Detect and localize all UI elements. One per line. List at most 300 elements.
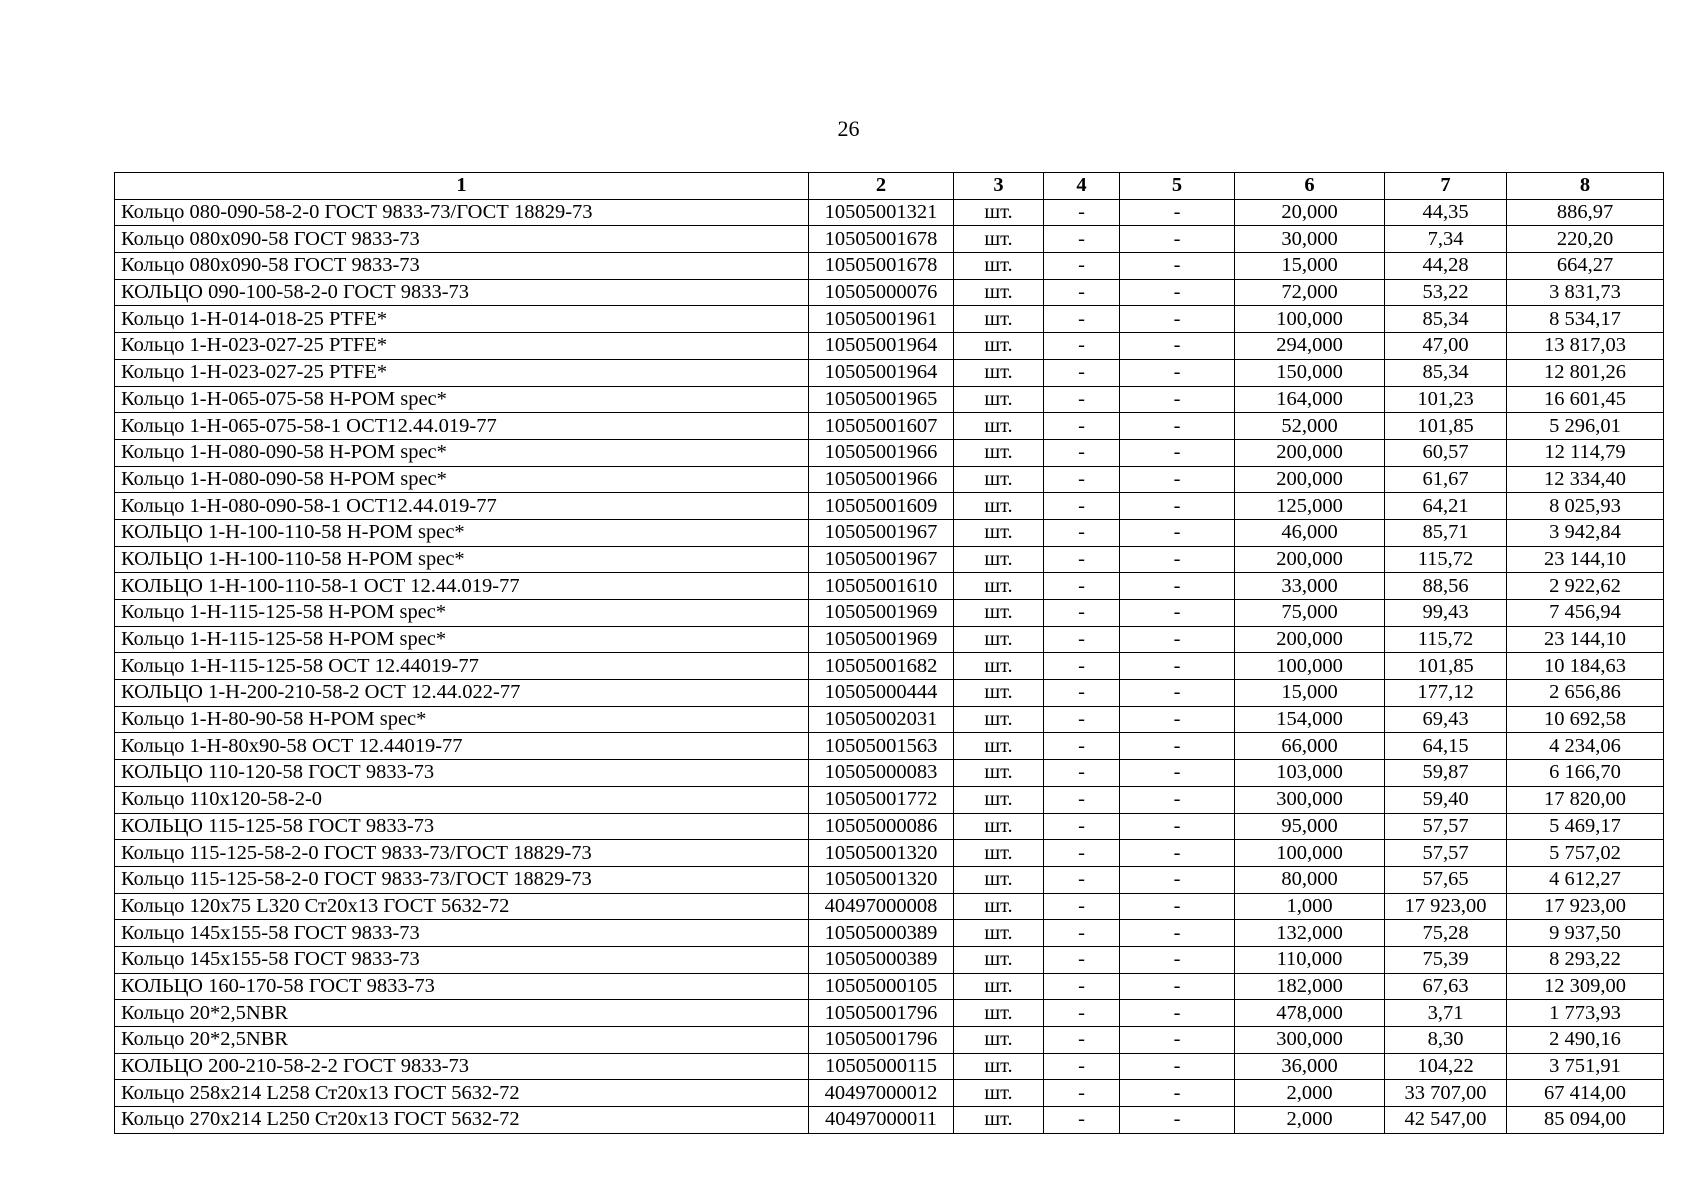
table-row bbox=[115, 1000, 1664, 1027]
column-4-cell: - bbox=[1044, 946, 1120, 973]
column-4-cell: - bbox=[1044, 279, 1120, 306]
amount-cell: 4 612,27 bbox=[1507, 866, 1664, 893]
column-4-cell: - bbox=[1044, 253, 1120, 280]
item-code-cell: 10505001678 bbox=[809, 253, 954, 280]
table-row bbox=[115, 866, 1664, 893]
amount-cell: 8 534,17 bbox=[1507, 306, 1664, 333]
column-5-cell: - bbox=[1120, 973, 1235, 1000]
unit-cell: шт. bbox=[954, 733, 1044, 760]
table-row bbox=[115, 199, 1664, 226]
quantity-cell: 33,000 bbox=[1235, 573, 1385, 600]
price-cell: 57,57 bbox=[1385, 840, 1507, 867]
column-4-cell: - bbox=[1044, 466, 1120, 493]
column-5-cell: - bbox=[1120, 279, 1235, 306]
column-5-cell: - bbox=[1120, 493, 1235, 520]
unit-cell: шт. bbox=[954, 306, 1044, 333]
unit-cell: шт. bbox=[954, 946, 1044, 973]
amount-cell: 8 293,22 bbox=[1507, 946, 1664, 973]
column-5-cell: - bbox=[1120, 1080, 1235, 1107]
item-name-cell: Кольцо 258x214 L258 Ст20x13 ГОСТ 5632-72 bbox=[115, 1080, 809, 1107]
column-5-cell: - bbox=[1120, 1000, 1235, 1027]
item-name-cell: Кольцо 1-Н-080-090-58-1 ОСТ12.44.019-77 bbox=[115, 493, 809, 520]
table-row bbox=[115, 359, 1664, 386]
unit-cell: шт. bbox=[954, 519, 1044, 546]
item-code-cell: 10505001964 bbox=[809, 333, 954, 360]
column-4-cell: - bbox=[1044, 733, 1120, 760]
price-cell: 85,71 bbox=[1385, 519, 1507, 546]
item-name-cell: Кольцо 115-125-58-2-0 ГОСТ 9833-73/ГОСТ 18829-73 bbox=[115, 866, 809, 893]
unit-cell: шт. bbox=[954, 439, 1044, 466]
quantity-cell: 2,000 bbox=[1235, 1107, 1385, 1134]
unit-cell: шт. bbox=[954, 493, 1044, 520]
item-name-cell: Кольцо 115-125-58-2-0 ГОСТ 9833-73/ГОСТ 18829-73 bbox=[115, 840, 809, 867]
item-name-cell: Кольцо 1-Н-80x90-58 ОСТ 12.44019-77 bbox=[115, 733, 809, 760]
column-header: 2 bbox=[809, 173, 954, 200]
unit-cell: шт. bbox=[954, 920, 1044, 947]
item-code-cell: 10505000076 bbox=[809, 279, 954, 306]
unit-cell: шт. bbox=[954, 973, 1044, 1000]
price-cell: 33 707,00 bbox=[1385, 1080, 1507, 1107]
item-name-cell: Кольцо 1-Н-080-090-58 H-POM spec* bbox=[115, 439, 809, 466]
amount-cell: 3 942,84 bbox=[1507, 519, 1664, 546]
column-4-cell: - bbox=[1044, 1053, 1120, 1080]
item-code-cell: 10505001320 bbox=[809, 866, 954, 893]
item-name-cell: Кольцо 1-Н-115-125-58 ОСТ 12.44019-77 bbox=[115, 653, 809, 680]
quantity-cell: 52,000 bbox=[1235, 413, 1385, 440]
unit-cell: шт. bbox=[954, 600, 1044, 627]
column-header: 3 bbox=[954, 173, 1044, 200]
quantity-cell: 200,000 bbox=[1235, 466, 1385, 493]
unit-cell: шт. bbox=[954, 466, 1044, 493]
unit-cell: шт. bbox=[954, 279, 1044, 306]
item-code-cell: 10505000115 bbox=[809, 1053, 954, 1080]
quantity-cell: 15,000 bbox=[1235, 253, 1385, 280]
price-cell: 17 923,00 bbox=[1385, 893, 1507, 920]
unit-cell: шт. bbox=[954, 386, 1044, 413]
column-4-cell: - bbox=[1044, 1080, 1120, 1107]
item-name-cell: Кольцо 1-Н-023-027-25 PTFE* bbox=[115, 359, 809, 386]
quantity-cell: 100,000 bbox=[1235, 840, 1385, 867]
price-cell: 101,85 bbox=[1385, 653, 1507, 680]
column-5-cell: - bbox=[1120, 733, 1235, 760]
amount-cell: 67 414,00 bbox=[1507, 1080, 1664, 1107]
item-code-cell: 10505001969 bbox=[809, 600, 954, 627]
table-row bbox=[115, 279, 1664, 306]
quantity-cell: 200,000 bbox=[1235, 546, 1385, 573]
item-code-cell: 10505001682 bbox=[809, 653, 954, 680]
item-code-cell: 10505001796 bbox=[809, 1000, 954, 1027]
item-name-cell: КОЛЬЦО 090-100-58-2-0 ГОСТ 9833-73 bbox=[115, 279, 809, 306]
column-4-cell: - bbox=[1044, 706, 1120, 733]
item-code-cell: 10505001607 bbox=[809, 413, 954, 440]
unit-cell: шт. bbox=[954, 1053, 1044, 1080]
table-header bbox=[115, 173, 1664, 200]
unit-cell: шт. bbox=[954, 786, 1044, 813]
quantity-cell: 110,000 bbox=[1235, 946, 1385, 973]
item-name-cell: Кольцо 110x120-58-2-0 bbox=[115, 786, 809, 813]
quantity-cell: 66,000 bbox=[1235, 733, 1385, 760]
table-row bbox=[115, 466, 1664, 493]
price-cell: 3,71 bbox=[1385, 1000, 1507, 1027]
unit-cell: шт. bbox=[954, 1107, 1044, 1134]
item-code-cell: 10505001961 bbox=[809, 306, 954, 333]
item-code-cell: 10505001320 bbox=[809, 840, 954, 867]
item-code-cell: 10505000389 bbox=[809, 920, 954, 947]
amount-cell: 2 656,86 bbox=[1507, 680, 1664, 707]
item-name-cell: Кольцо 1-Н-065-075-58-1 ОСТ12.44.019-77 bbox=[115, 413, 809, 440]
item-code-cell: 10505001609 bbox=[809, 493, 954, 520]
amount-cell: 85 094,00 bbox=[1507, 1107, 1664, 1134]
table-row bbox=[115, 840, 1664, 867]
unit-cell: шт. bbox=[954, 359, 1044, 386]
price-cell: 104,22 bbox=[1385, 1053, 1507, 1080]
amount-cell: 1 773,93 bbox=[1507, 1000, 1664, 1027]
price-cell: 60,57 bbox=[1385, 439, 1507, 466]
item-code-cell: 10505002031 bbox=[809, 706, 954, 733]
unit-cell: шт. bbox=[954, 760, 1044, 787]
item-name-cell: Кольцо 270x214 L250 Ст20x13 ГОСТ 5632-72 bbox=[115, 1107, 809, 1134]
amount-cell: 2 490,16 bbox=[1507, 1027, 1664, 1054]
column-5-cell: - bbox=[1120, 1027, 1235, 1054]
table-row bbox=[115, 226, 1664, 253]
column-5-cell: - bbox=[1120, 653, 1235, 680]
column-5-cell: - bbox=[1120, 866, 1235, 893]
table-row bbox=[115, 439, 1664, 466]
column-5-cell: - bbox=[1120, 893, 1235, 920]
amount-cell: 12 309,00 bbox=[1507, 973, 1664, 1000]
unit-cell: шт. bbox=[954, 813, 1044, 840]
column-4-cell: - bbox=[1044, 546, 1120, 573]
table-row bbox=[115, 306, 1664, 333]
table-row bbox=[115, 253, 1664, 280]
price-cell: 64,21 bbox=[1385, 493, 1507, 520]
item-name-cell: Кольцо 1-Н-023-027-25 PTFE* bbox=[115, 333, 809, 360]
amount-cell: 5 757,02 bbox=[1507, 840, 1664, 867]
price-cell: 59,87 bbox=[1385, 760, 1507, 787]
column-4-cell: - bbox=[1044, 920, 1120, 947]
item-name-cell: КОЛЬЦО 1-Н-100-110-58 H-POM spec* bbox=[115, 519, 809, 546]
item-code-cell: 10505001563 bbox=[809, 733, 954, 760]
table-row bbox=[115, 546, 1664, 573]
unit-cell: шт. bbox=[954, 546, 1044, 573]
item-code-cell: 10505001610 bbox=[809, 573, 954, 600]
column-5-cell: - bbox=[1120, 680, 1235, 707]
table-row bbox=[115, 1027, 1664, 1054]
price-cell: 101,23 bbox=[1385, 386, 1507, 413]
column-4-cell: - bbox=[1044, 333, 1120, 360]
amount-cell: 7 456,94 bbox=[1507, 600, 1664, 627]
quantity-cell: 100,000 bbox=[1235, 306, 1385, 333]
column-5-cell: - bbox=[1120, 706, 1235, 733]
column-4-cell: - bbox=[1044, 1107, 1120, 1134]
column-4-cell: - bbox=[1044, 386, 1120, 413]
column-5-cell: - bbox=[1120, 333, 1235, 360]
amount-cell: 664,27 bbox=[1507, 253, 1664, 280]
amount-cell: 16 601,45 bbox=[1507, 386, 1664, 413]
quantity-cell: 103,000 bbox=[1235, 760, 1385, 787]
quantity-cell: 150,000 bbox=[1235, 359, 1385, 386]
quantity-cell: 72,000 bbox=[1235, 279, 1385, 306]
quantity-cell: 125,000 bbox=[1235, 493, 1385, 520]
column-4-cell: - bbox=[1044, 813, 1120, 840]
table-row bbox=[115, 733, 1664, 760]
quantity-cell: 1,000 bbox=[1235, 893, 1385, 920]
column-4-cell: - bbox=[1044, 893, 1120, 920]
price-cell: 177,12 bbox=[1385, 680, 1507, 707]
item-name-cell: Кольцо 080x090-58 ГОСТ 9833-73 bbox=[115, 253, 809, 280]
column-5-cell: - bbox=[1120, 306, 1235, 333]
item-name-cell: Кольцо 1-Н-065-075-58 H-POM spec* bbox=[115, 386, 809, 413]
table-body bbox=[115, 199, 1664, 1133]
column-5-cell: - bbox=[1120, 439, 1235, 466]
table-row bbox=[115, 680, 1664, 707]
price-cell: 64,15 bbox=[1385, 733, 1507, 760]
column-5-cell: - bbox=[1120, 813, 1235, 840]
amount-cell: 13 817,03 bbox=[1507, 333, 1664, 360]
table-row bbox=[115, 573, 1664, 600]
item-code-cell: 10505001967 bbox=[809, 546, 954, 573]
item-code-cell: 10505001965 bbox=[809, 386, 954, 413]
amount-cell: 12 334,40 bbox=[1507, 466, 1664, 493]
column-4-cell: - bbox=[1044, 413, 1120, 440]
quantity-cell: 300,000 bbox=[1235, 786, 1385, 813]
column-4-cell: - bbox=[1044, 653, 1120, 680]
unit-cell: шт. bbox=[954, 413, 1044, 440]
price-cell: 7,34 bbox=[1385, 226, 1507, 253]
table-row bbox=[115, 413, 1664, 440]
column-5-cell: - bbox=[1120, 1053, 1235, 1080]
quantity-cell: 478,000 bbox=[1235, 1000, 1385, 1027]
item-name-cell: Кольцо 145x155-58 ГОСТ 9833-73 bbox=[115, 946, 809, 973]
column-4-cell: - bbox=[1044, 840, 1120, 867]
amount-cell: 2 922,62 bbox=[1507, 573, 1664, 600]
quantity-cell: 15,000 bbox=[1235, 680, 1385, 707]
inventory-table bbox=[114, 172, 1664, 1134]
amount-cell: 8 025,93 bbox=[1507, 493, 1664, 520]
column-4-cell: - bbox=[1044, 439, 1120, 466]
item-code-cell: 10505000105 bbox=[809, 973, 954, 1000]
item-name-cell: КОЛЬЦО 115-125-58 ГОСТ 9833-73 bbox=[115, 813, 809, 840]
column-header: 7 bbox=[1385, 173, 1507, 200]
unit-cell: шт. bbox=[954, 573, 1044, 600]
item-name-cell: Кольцо 20*2,5NBR bbox=[115, 1000, 809, 1027]
table-row bbox=[115, 333, 1664, 360]
table-row bbox=[115, 1053, 1664, 1080]
price-cell: 44,35 bbox=[1385, 199, 1507, 226]
header-row bbox=[115, 173, 1664, 200]
column-4-cell: - bbox=[1044, 680, 1120, 707]
table-row bbox=[115, 706, 1664, 733]
column-5-cell: - bbox=[1120, 386, 1235, 413]
column-5-cell: - bbox=[1120, 413, 1235, 440]
column-4-cell: - bbox=[1044, 226, 1120, 253]
amount-cell: 220,20 bbox=[1507, 226, 1664, 253]
table-row bbox=[115, 1107, 1664, 1134]
column-5-cell: - bbox=[1120, 600, 1235, 627]
unit-cell: шт. bbox=[954, 199, 1044, 226]
amount-cell: 23 144,10 bbox=[1507, 626, 1664, 653]
unit-cell: шт. bbox=[954, 866, 1044, 893]
unit-cell: шт. bbox=[954, 226, 1044, 253]
item-name-cell: Кольцо 1-Н-014-018-25 PTFE* bbox=[115, 306, 809, 333]
item-code-cell: 40497000008 bbox=[809, 893, 954, 920]
amount-cell: 12 114,79 bbox=[1507, 439, 1664, 466]
unit-cell: шт. bbox=[954, 840, 1044, 867]
item-code-cell: 10505001678 bbox=[809, 226, 954, 253]
column-5-cell: - bbox=[1120, 226, 1235, 253]
column-header: 5 bbox=[1120, 173, 1235, 200]
quantity-cell: 200,000 bbox=[1235, 439, 1385, 466]
item-name-cell: КОЛЬЦО 110-120-58 ГОСТ 9833-73 bbox=[115, 760, 809, 787]
unit-cell: шт. bbox=[954, 653, 1044, 680]
column-header: 1 bbox=[115, 173, 809, 200]
table-row bbox=[115, 653, 1664, 680]
table-row bbox=[115, 386, 1664, 413]
amount-cell: 17 820,00 bbox=[1507, 786, 1664, 813]
column-5-cell: - bbox=[1120, 1107, 1235, 1134]
quantity-cell: 46,000 bbox=[1235, 519, 1385, 546]
table-row bbox=[115, 493, 1664, 520]
page-number: 26 bbox=[837, 116, 860, 141]
item-code-cell: 10505001321 bbox=[809, 199, 954, 226]
item-name-cell: Кольцо 120x75 L320 Ст20x13 ГОСТ 5632-72 bbox=[115, 893, 809, 920]
quantity-cell: 95,000 bbox=[1235, 813, 1385, 840]
column-header: 6 bbox=[1235, 173, 1385, 200]
table-row bbox=[115, 786, 1664, 813]
amount-cell: 10 692,58 bbox=[1507, 706, 1664, 733]
item-name-cell: Кольцо 080-090-58-2-0 ГОСТ 9833-73/ГОСТ 18829-73 bbox=[115, 199, 809, 226]
item-name-cell: Кольцо 145x155-58 ГОСТ 9833-73 bbox=[115, 920, 809, 947]
item-code-cell: 10505000086 bbox=[809, 813, 954, 840]
column-4-cell: - bbox=[1044, 359, 1120, 386]
column-5-cell: - bbox=[1120, 946, 1235, 973]
price-cell: 8,30 bbox=[1385, 1027, 1507, 1054]
column-4-cell: - bbox=[1044, 760, 1120, 787]
table-row bbox=[115, 920, 1664, 947]
column-5-cell: - bbox=[1120, 199, 1235, 226]
column-5-cell: - bbox=[1120, 626, 1235, 653]
item-name-cell: Кольцо 1-Н-80-90-58 H-POM spec* bbox=[115, 706, 809, 733]
price-cell: 75,39 bbox=[1385, 946, 1507, 973]
item-name-cell: Кольцо 1-Н-080-090-58 H-POM spec* bbox=[115, 466, 809, 493]
table-row bbox=[115, 813, 1664, 840]
table-row bbox=[115, 946, 1664, 973]
item-name-cell: КОЛЬЦО 160-170-58 ГОСТ 9833-73 bbox=[115, 973, 809, 1000]
item-code-cell: 10505000389 bbox=[809, 946, 954, 973]
column-4-cell: - bbox=[1044, 306, 1120, 333]
item-code-cell: 10505001967 bbox=[809, 519, 954, 546]
item-name-cell: КОЛЬЦО 1-Н-100-110-58-1 ОСТ 12.44.019-77 bbox=[115, 573, 809, 600]
unit-cell: шт. bbox=[954, 680, 1044, 707]
item-name-cell: КОЛЬЦО 200-210-58-2-2 ГОСТ 9833-73 bbox=[115, 1053, 809, 1080]
column-4-cell: - bbox=[1044, 600, 1120, 627]
item-name-cell: КОЛЬЦО 1-Н-200-210-58-2 ОСТ 12.44.022-77 bbox=[115, 680, 809, 707]
quantity-cell: 75,000 bbox=[1235, 600, 1385, 627]
table-row bbox=[115, 1080, 1664, 1107]
column-4-cell: - bbox=[1044, 626, 1120, 653]
price-cell: 115,72 bbox=[1385, 626, 1507, 653]
column-5-cell: - bbox=[1120, 359, 1235, 386]
quantity-cell: 100,000 bbox=[1235, 653, 1385, 680]
column-header: 4 bbox=[1044, 173, 1120, 200]
column-4-cell: - bbox=[1044, 973, 1120, 1000]
column-4-cell: - bbox=[1044, 1000, 1120, 1027]
unit-cell: шт. bbox=[954, 1080, 1044, 1107]
column-5-cell: - bbox=[1120, 840, 1235, 867]
quantity-cell: 30,000 bbox=[1235, 226, 1385, 253]
quantity-cell: 182,000 bbox=[1235, 973, 1385, 1000]
column-5-cell: - bbox=[1120, 546, 1235, 573]
column-4-cell: - bbox=[1044, 573, 1120, 600]
item-name-cell: Кольцо 1-Н-115-125-58 H-POM spec* bbox=[115, 600, 809, 627]
column-5-cell: - bbox=[1120, 786, 1235, 813]
amount-cell: 3 751,91 bbox=[1507, 1053, 1664, 1080]
item-code-cell: 40497000012 bbox=[809, 1080, 954, 1107]
item-code-cell: 10505001969 bbox=[809, 626, 954, 653]
column-4-cell: - bbox=[1044, 493, 1120, 520]
column-5-cell: - bbox=[1120, 519, 1235, 546]
column-4-cell: - bbox=[1044, 519, 1120, 546]
amount-cell: 17 923,00 bbox=[1507, 893, 1664, 920]
price-cell: 47,00 bbox=[1385, 333, 1507, 360]
amount-cell: 886,97 bbox=[1507, 199, 1664, 226]
price-cell: 101,85 bbox=[1385, 413, 1507, 440]
table-row bbox=[115, 519, 1664, 546]
item-code-cell: 10505000083 bbox=[809, 760, 954, 787]
price-cell: 85,34 bbox=[1385, 359, 1507, 386]
price-cell: 53,22 bbox=[1385, 279, 1507, 306]
unit-cell: шт. bbox=[954, 1027, 1044, 1054]
column-4-cell: - bbox=[1044, 786, 1120, 813]
item-name-cell: КОЛЬЦО 1-Н-100-110-58 H-POM spec* bbox=[115, 546, 809, 573]
column-5-cell: - bbox=[1120, 760, 1235, 787]
item-name-cell: Кольцо 080x090-58 ГОСТ 9833-73 bbox=[115, 226, 809, 253]
item-code-cell: 10505001966 bbox=[809, 439, 954, 466]
amount-cell: 23 144,10 bbox=[1507, 546, 1664, 573]
item-code-cell: 40497000011 bbox=[809, 1107, 954, 1134]
price-cell: 75,28 bbox=[1385, 920, 1507, 947]
amount-cell: 5 296,01 bbox=[1507, 413, 1664, 440]
amount-cell: 10 184,63 bbox=[1507, 653, 1664, 680]
column-5-cell: - bbox=[1120, 920, 1235, 947]
unit-cell: шт. bbox=[954, 893, 1044, 920]
item-name-cell: Кольцо 1-Н-115-125-58 H-POM spec* bbox=[115, 626, 809, 653]
table-row bbox=[115, 760, 1664, 787]
price-cell: 61,67 bbox=[1385, 466, 1507, 493]
quantity-cell: 36,000 bbox=[1235, 1053, 1385, 1080]
quantity-cell: 154,000 bbox=[1235, 706, 1385, 733]
price-cell: 69,43 bbox=[1385, 706, 1507, 733]
table-row bbox=[115, 626, 1664, 653]
item-name-cell: Кольцо 20*2,5NBR bbox=[115, 1027, 809, 1054]
column-5-cell: - bbox=[1120, 573, 1235, 600]
quantity-cell: 300,000 bbox=[1235, 1027, 1385, 1054]
price-cell: 44,28 bbox=[1385, 253, 1507, 280]
price-cell: 99,43 bbox=[1385, 600, 1507, 627]
quantity-cell: 80,000 bbox=[1235, 866, 1385, 893]
unit-cell: шт. bbox=[954, 333, 1044, 360]
price-cell: 57,57 bbox=[1385, 813, 1507, 840]
quantity-cell: 164,000 bbox=[1235, 386, 1385, 413]
price-cell: 85,34 bbox=[1385, 306, 1507, 333]
quantity-cell: 294,000 bbox=[1235, 333, 1385, 360]
table-row bbox=[115, 893, 1664, 920]
unit-cell: шт. bbox=[954, 1000, 1044, 1027]
item-code-cell: 10505001796 bbox=[809, 1027, 954, 1054]
item-code-cell: 10505000444 bbox=[809, 680, 954, 707]
unit-cell: шт. bbox=[954, 706, 1044, 733]
quantity-cell: 2,000 bbox=[1235, 1080, 1385, 1107]
